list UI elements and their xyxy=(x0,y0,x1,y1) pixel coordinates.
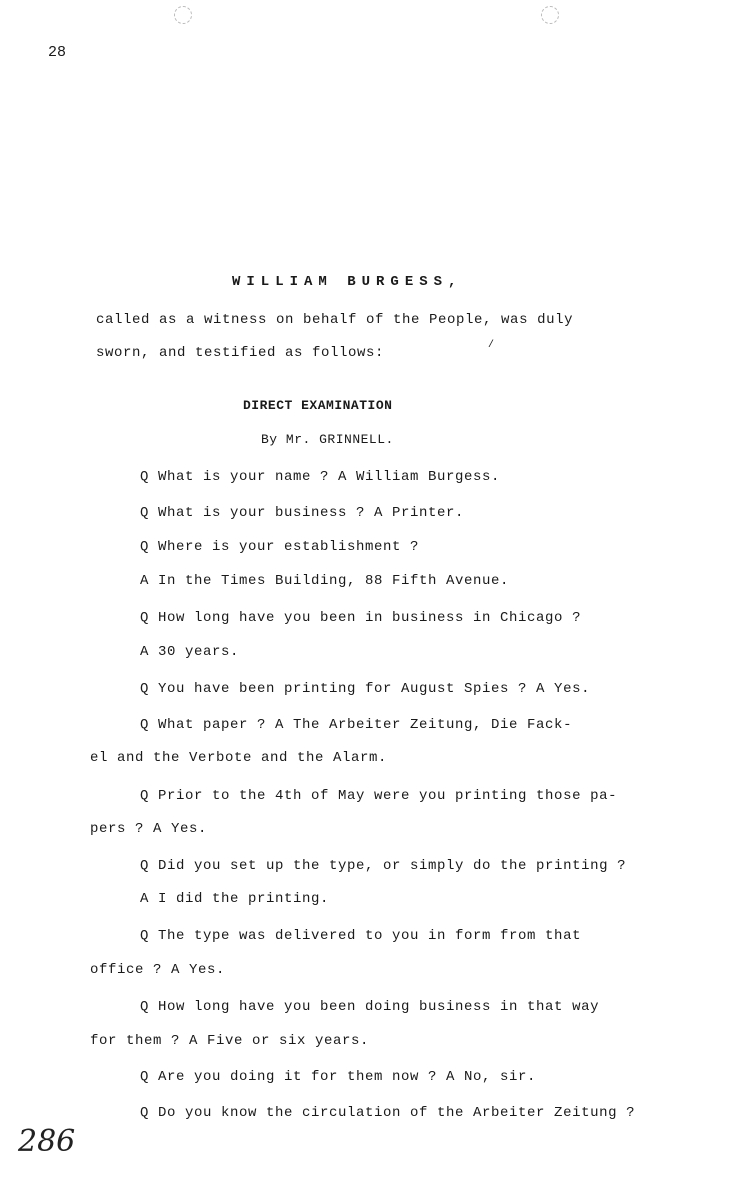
testimony-line: Q The type was delivered to you in form from that xyxy=(140,928,582,944)
testimony-line: pers ? A Yes. xyxy=(90,821,208,837)
testimony-line: Q What is your business ? A Printer. xyxy=(140,505,465,521)
testimony-line: for them ? A Five or six years. xyxy=(90,1033,370,1049)
testimony-line: el and the Verbote and the Alarm. xyxy=(90,750,388,766)
pen-mark: / xyxy=(488,340,495,351)
testimony-line: Q How long have you been doing business in that way xyxy=(140,999,600,1015)
examiner-line: By Mr. GRINNELL. xyxy=(261,432,394,447)
punch-hole xyxy=(174,6,192,24)
handwritten-page-number: 286 xyxy=(18,1124,76,1159)
witness-name: WILLIAM BURGESS, xyxy=(232,274,463,290)
testimony-line: Q Prior to the 4th of May were you printing those pa- xyxy=(140,788,618,804)
testimony-line: A I did the printing. xyxy=(140,891,330,907)
testimony-line: A In the Times Building, 88 Fifth Avenue. xyxy=(140,573,510,589)
testimony-line: office ? A Yes. xyxy=(90,962,226,978)
testimony-line: Q You have been printing for August Spies ? A Yes. xyxy=(140,681,591,697)
page-number: 28 xyxy=(48,44,67,61)
testimony-line: Q Where is your establishment ? xyxy=(140,539,420,555)
testimony-line: Q Are you doing it for them now ? A No, sir. xyxy=(140,1069,537,1085)
intro-line: called as a witness on behalf of the People, was duly xyxy=(96,312,574,328)
section-title: DIRECT EXAMINATION xyxy=(243,398,393,413)
testimony-line: Q What paper ? A The Arbeiter Zeitung, Die Fack- xyxy=(140,717,573,733)
testimony-line: Q What is your name ? A William Burgess. xyxy=(140,469,501,485)
testimony-line: Q Did you set up the type, or simply do the printing ? xyxy=(140,858,627,874)
testimony-line: Q Do you know the circulation of the Arbeiter Zeitung ? xyxy=(140,1105,636,1121)
punch-hole xyxy=(541,6,559,24)
testimony-line: Q How long have you been in business in Chicago ? xyxy=(140,610,582,626)
testimony-line: A 30 years. xyxy=(140,644,240,660)
intro-line: sworn, and testified as follows: xyxy=(96,345,385,361)
